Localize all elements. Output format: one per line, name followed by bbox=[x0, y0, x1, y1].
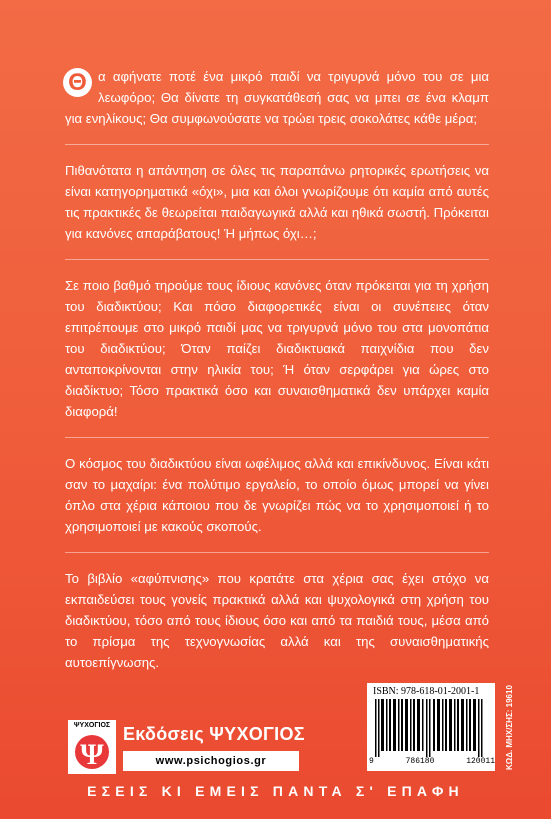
barcode-digits: 9 786180 120011 bbox=[369, 757, 495, 766]
publisher-name: Εκδόσεις ΨΥΧΟΓΙΟΣ bbox=[123, 724, 305, 744]
product-code: ΚΩΔ. ΜΗΧ/ΣΗΣ: 19610 bbox=[505, 685, 514, 770]
drop-cap: Θ bbox=[63, 68, 92, 97]
paragraph-5: Το βιβλίο «αφύπνισης» που κρατάτε στα χέρια σας έχει στόχο να εκπαιδεύσει τους γονείς πρακτικά αλλά και ψυχολογικά στη χρήση του διαδικτύου, τόσο από τους ίδιους όσο και από τα παιδιά τους, μέσα από το πρίσμα της τεχνογνωσίας αλλά και της συναισθηματικής αυτοεπίγνωσης. bbox=[65, 552, 489, 673]
barcode bbox=[367, 683, 495, 771]
paragraph-3: Σε ποιο βαθμό τηρούμε τους ίδιους κανόνες όταν πρόκειται για τη χρήση του διαδικτύου; Και πόσο διαφορετικές είναι οι συνέπειες όταν επιτρέπουμε στο μικρό παιδί μας να τριγυρνά μόνο του στα μονοπάτια του διαδικτύου; Όταν παίζει διαδικτυακά παιχνίδια που δεν ανταποκρίνονται στην ηλικία του; Ή όταν σερφάρει για ώρες στο διαδίκτυο; Τόσο πρακτικά όσο και συναισθηματικά δεν υπάρχει καμία διαφορά! bbox=[65, 259, 489, 422]
paragraph-1: Θ α αφήνατε ποτέ ένα μικρό παιδί να τριγυρνά μόνο του σε μια λεωφόρο; Θα δίνατε τη συγκατάθεσή σας να μπει σε ένα κλαμπ για ενηλίκους; Θα συμφωνούσατε να τρώει τρεις σοκολάτες κάθε μέρα; bbox=[65, 69, 489, 126]
logo-wordmark: ΨΥΧΟΓΙΟΣ bbox=[73, 722, 111, 729]
svg-text:Ψ: Ψ bbox=[80, 738, 104, 771]
paragraph-2: Πιθανότατα η απάντηση σε όλες τις παραπάνω ρητορικές ερωτήσεις να είναι κατηγορηματικά «όχι», μια και όλοι γνωρίζουμε ότι καμία από αυτές τις πρακτικές δε θεωρείται παιδαγωγικά αλλά και ηθικά σωστή. Πρόκειται για κανόνες απαράβατους! Ή μήπως όχι…; bbox=[65, 144, 489, 244]
paragraph-4: Ο κόσμος του διαδικτύου είναι ωφέλιμος αλλά και επικίνδυνος. Είναι κάτι σαν το μαχαίρι: ένα πολύτιμο εργαλείο, το οποίο όμως μπορεί να γίνει όπλο στα χέρια κάποιου που δε γνωρίζει πώς να το χρησιμοποιεί ή το χρησιμοποιεί με κακούς σκοπούς. bbox=[65, 437, 489, 537]
isbn-label: ISBN: 978-618-01-2001-1 bbox=[373, 686, 480, 697]
barcode-bars bbox=[375, 699, 487, 757]
publisher-logo bbox=[68, 720, 116, 774]
publisher-url: www.psichogios.gr bbox=[123, 751, 299, 771]
publisher-block bbox=[68, 720, 368, 774]
slogan: ΕΣΕΙΣ ΚΙ ΕΜΕΙΣ ΠΑΝΤΑ Σ' ΕΠΑΦΗ bbox=[87, 783, 464, 799]
back-cover-text bbox=[65, 66, 489, 688]
